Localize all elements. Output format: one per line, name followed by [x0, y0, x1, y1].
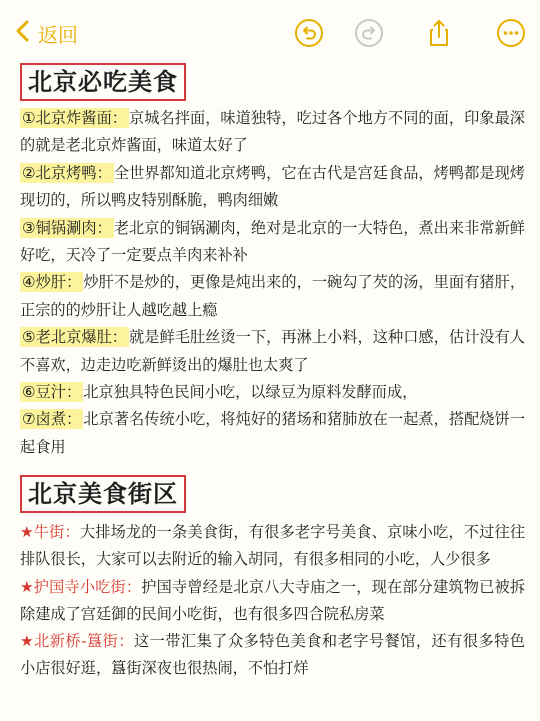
item-text: 京城名拌面，味道独特，吃过各个地方不同的面，印象最深的就是老北京炸酱面，味道太好了 [20, 109, 525, 155]
list-item [20, 519, 525, 573]
list-item [20, 406, 525, 461]
list-item [20, 628, 525, 682]
item-text: 炒肝不是炒的，更像是炖出来的，一碗勾了芡的汤，里面有猪肝，正宗的的炒肝让人越吃越上瘾 [20, 273, 525, 319]
street-text: 这一带汇集了众多特色美食和老字号餐馆，还有很多特色小店很好逛，簋街深夜也很热闹，不怕打烊 [20, 632, 525, 678]
street-text: 大排场龙的一条美食街，有很多老字号美食、京味小吃，不过往往排队很长，大家可以去附近的输入胡同，有很多相同的小吃，人少很多 [20, 523, 525, 569]
list-item [20, 215, 525, 270]
item-text: 北京独具特色民间小吃，以绿豆为原料发酵而成， [83, 383, 418, 402]
item-text: 全世界都知道北京烤鸭，它在古代是宫廷食品，烤鸭都是现烤现切的，所以鸭皮特别酥脆，鸭肉细嫩 [20, 163, 525, 210]
food-list [20, 105, 525, 461]
street-label: ★护国寺小吃街： [20, 577, 142, 596]
section-title-food-streets: 北京美食街区 [20, 475, 186, 513]
chevron-left-icon [14, 20, 32, 47]
item-text: 老北京的铜锅涮肉，绝对是北京的一大特色，煮出来非常新鲜好吃，天冷了一定要点羊肉来补补 [20, 218, 525, 265]
share-icon[interactable] [424, 18, 454, 48]
item-label: ②北京烤鸭： [22, 163, 112, 182]
list-item [20, 324, 525, 379]
back-label: 返回 [38, 22, 78, 47]
list-item [20, 379, 525, 406]
item-label: ④炒肝： [22, 273, 82, 292]
list-item [20, 574, 525, 628]
street-label: ★北新桥-簋街： [20, 632, 134, 651]
item-label: ⑤老北京爆肚： [22, 328, 128, 347]
section-title-must-eat: 北京必吃美食 [20, 63, 186, 101]
item-label: ③铜锅涮肉： [22, 218, 112, 237]
street-label: ★牛街： [20, 523, 80, 542]
street-text: 护国寺曾经是北京八大寺庙之一，现在部分建筑物已被拆除建成了宫廷御的民间小吃街，也有很多四合院私房菜 [20, 577, 525, 623]
list-item [20, 160, 525, 215]
list-item [20, 105, 525, 160]
item-label: ⑥豆汁： [22, 383, 82, 402]
item-label: ⑦卤煮： [22, 410, 82, 429]
item-text: 就是鲜毛肚丝烫一下，再淋上小料，这种口感，估计没有人不喜欢，边走边吃新鲜烫出的爆肚也太爽了 [20, 328, 525, 374]
more-icon[interactable] [496, 18, 526, 48]
back-button[interactable] [14, 18, 78, 48]
list-item [20, 269, 525, 324]
undo-icon[interactable] [294, 18, 324, 48]
item-label: ①北京炸酱面： [22, 109, 128, 127]
item-text: 北京著名传统小吃，将炖好的猪场和猪肺放在一起煮，搭配烧饼一起食用 [20, 410, 525, 456]
redo-icon[interactable] [354, 18, 384, 48]
street-list [20, 519, 525, 682]
top-toolbar [0, 0, 540, 64]
note-content [20, 60, 525, 683]
